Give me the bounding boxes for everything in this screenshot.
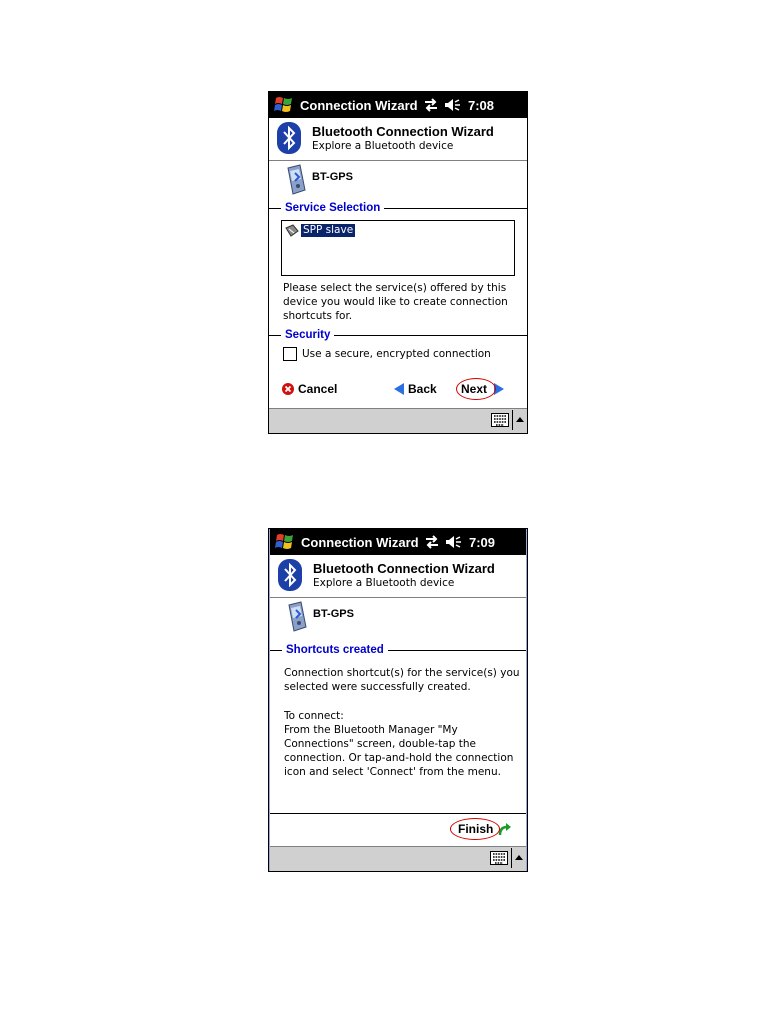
back-button[interactable]: Back (394, 381, 440, 397)
device-name: BT-GPS (313, 608, 354, 620)
shortcuts-created-label: Shortcuts created (282, 643, 388, 657)
next-annotation-ring (456, 378, 496, 400)
device-phone-icon (283, 164, 309, 196)
finish-arrow-icon (498, 822, 512, 836)
button-divider (270, 813, 526, 814)
wizard-title: Bluetooth Connection Wizard (313, 561, 495, 576)
bluetooth-icon (277, 122, 301, 154)
service-item-spp-slave[interactable]: SPP slave (303, 224, 354, 236)
wizard-buttons (269, 381, 527, 405)
secure-connection-label[interactable]: Use a secure, encrypted connection (302, 348, 491, 360)
volume-icon[interactable] (444, 97, 462, 113)
success-message: Connection shortcut(s) for the service(s) you selected were successfully created. (284, 667, 520, 693)
window-title[interactable]: Connection Wizard (300, 98, 418, 113)
windows-start-icon[interactable] (273, 95, 295, 115)
secure-connection-checkbox[interactable] (283, 347, 297, 361)
shortcuts-created-group (270, 643, 526, 657)
menu-bar (269, 408, 527, 433)
cancel-icon (282, 383, 294, 395)
service-selection-label: Service Selection (281, 201, 384, 215)
menu-bar (270, 846, 526, 871)
device-name: BT-GPS (312, 171, 353, 183)
security-group (269, 328, 527, 342)
device-phone-icon (284, 601, 310, 633)
finish-annotation-ring (450, 818, 500, 840)
wizard-subtitle: Explore a Bluetooth device (313, 577, 455, 589)
wizard-screen-service-selection (268, 91, 528, 434)
connect-instructions: To connect: From the Bluetooth Manager "My Connections" screen, double-tap the connection. Or tap-and-hold the connection icon and select 'Connect' from the menu. (284, 710, 514, 778)
clock[interactable]: 7:08 (468, 98, 495, 113)
keyboard-icon[interactable] (491, 413, 509, 427)
wizard-subtitle: Explore a Bluetooth device (312, 140, 454, 152)
bluetooth-icon (278, 559, 302, 591)
cancel-button[interactable]: Cancel (282, 381, 342, 397)
service-selection-group (269, 201, 527, 215)
instructions-text: Please select the service(s) offered by this device you would like to create connection shortcuts for. (283, 282, 508, 322)
clock[interactable]: 7:09 (469, 535, 496, 550)
title-bar (269, 92, 527, 118)
wizard-title: Bluetooth Connection Wizard (312, 124, 494, 139)
wizard-header (270, 555, 526, 598)
next-button[interactable]: Next (459, 381, 505, 397)
connectivity-icon[interactable] (424, 534, 440, 550)
window-title[interactable]: Connection Wizard (301, 535, 419, 550)
keyboard-icon[interactable] (490, 851, 508, 865)
wizard-buttons (270, 821, 526, 845)
windows-start-icon[interactable] (274, 532, 296, 552)
back-arrow-icon (394, 383, 405, 395)
serial-port-icon (285, 224, 299, 238)
device-row (270, 598, 526, 634)
title-bar (270, 529, 526, 555)
device-row (269, 161, 527, 197)
wizard-screen-shortcuts-created (268, 528, 528, 872)
service-list[interactable] (281, 220, 515, 276)
security-label: Security (281, 328, 334, 342)
wizard-header (269, 118, 527, 161)
connectivity-icon[interactable] (423, 97, 439, 113)
finish-button[interactable]: Finish (458, 821, 514, 837)
sip-arrow-icon[interactable] (516, 417, 524, 422)
volume-icon[interactable] (445, 534, 463, 550)
sip-arrow-icon[interactable] (515, 855, 523, 860)
